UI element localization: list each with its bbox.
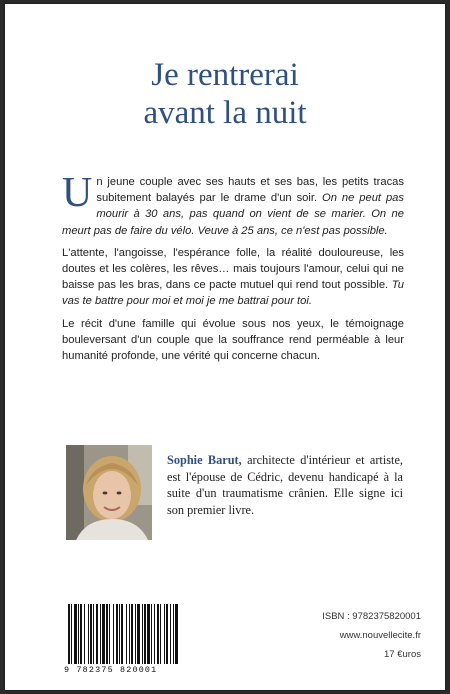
barcode-bar [160, 604, 161, 664]
isbn: ISBN : 9782375820001 [322, 611, 421, 622]
barcode-bar [78, 604, 79, 664]
barcode-bar [175, 604, 178, 664]
barcode-bar [96, 604, 98, 664]
barcode-bar [80, 604, 82, 664]
barcode-bar [151, 604, 152, 664]
barcode-bar [173, 604, 174, 664]
barcode-bar [170, 604, 171, 664]
barcode-bar [154, 604, 155, 664]
price: 17 €uros [384, 649, 421, 660]
book-title [5, 56, 445, 132]
author-bio-text: architecte d'intérieur et artiste, est l'épouse de Cédric, devenu handicapé à la suite d'un traumatisme crânien. Elle signe ici son premier livre. [167, 453, 403, 517]
paragraph-2-italic: Tu vas te battre pour moi et moi je me battrai pour toi. [62, 279, 404, 308]
barcode-bar [166, 604, 168, 664]
barcode-bar [126, 604, 127, 664]
barcode-bar [93, 604, 94, 664]
barcode-bar [164, 604, 165, 664]
blurb [62, 170, 404, 370]
barcode-digits: 9 782375 820001 [64, 665, 193, 675]
barcode-bar [100, 604, 101, 664]
publisher-info [291, 607, 421, 664]
barcode-bar [157, 604, 159, 664]
paragraph-1-italic: On ne peut pas mourir à 30 ans, pas quand on vient de se marier. On ne meurt pas de faire du vélo. Veuve à 25 ans, ce n'est pas possible. [62, 192, 404, 237]
barcode-bar [84, 604, 85, 664]
paragraph-1-text: n jeune couple avec ses hauts et ses bas, les petits tracas subitement balayés par le drame d'un soir. [96, 176, 404, 205]
barcode-bar [106, 604, 108, 664]
author-photo [66, 445, 152, 540]
barcode-bar [135, 604, 136, 664]
publisher-website: www.nouvellecite.fr [339, 630, 421, 641]
barcode-bar [147, 604, 150, 664]
barcode-bar [116, 604, 118, 664]
blurb-paragraph-1 [62, 170, 404, 239]
barcode-bar [113, 604, 114, 664]
title-line-2: avant la nuit [143, 95, 307, 131]
barcode-bar [71, 604, 72, 664]
barcode-bar [74, 604, 77, 664]
barcode-bar [144, 604, 146, 664]
barcode-bar [68, 604, 70, 664]
author-bio [167, 452, 403, 518]
barcode-bar [119, 604, 120, 664]
book-back-cover [5, 4, 445, 690]
barcode-bar [121, 604, 123, 664]
barcode-image [64, 604, 193, 664]
barcode-bar [88, 604, 89, 664]
barcode-bar [102, 604, 105, 664]
drop-cap: U [62, 170, 93, 216]
blurb-paragraph-3: Le récit d'une famille qui évolue sous nos yeux, le témoignage bouleversant d'un couple que la souffrance rend perméable à leur humanité profonde, une vérité qui concerne chacun. [62, 317, 404, 363]
paragraph-2-text: L'attente, l'angoisse, l'espérance folle, la réalité douloureuse, les doutes et les colères, les rêves… mais toujours l'amour, celui qui ne baisse pas les bras, dans ce pacte mutuel qui rend tout possible. [62, 246, 404, 292]
barcode-bar [137, 604, 140, 664]
author-portrait-image [66, 445, 152, 540]
barcode-bar [109, 604, 110, 664]
title-line-1: Je rentrerai [151, 57, 299, 93]
barcode-bar [90, 604, 92, 664]
barcode-bar [131, 604, 133, 664]
author-name: Sophie Barut, [167, 453, 242, 467]
blurb-paragraph-2 [62, 245, 404, 310]
barcode-bar [129, 604, 130, 664]
barcode-bar [142, 604, 143, 664]
